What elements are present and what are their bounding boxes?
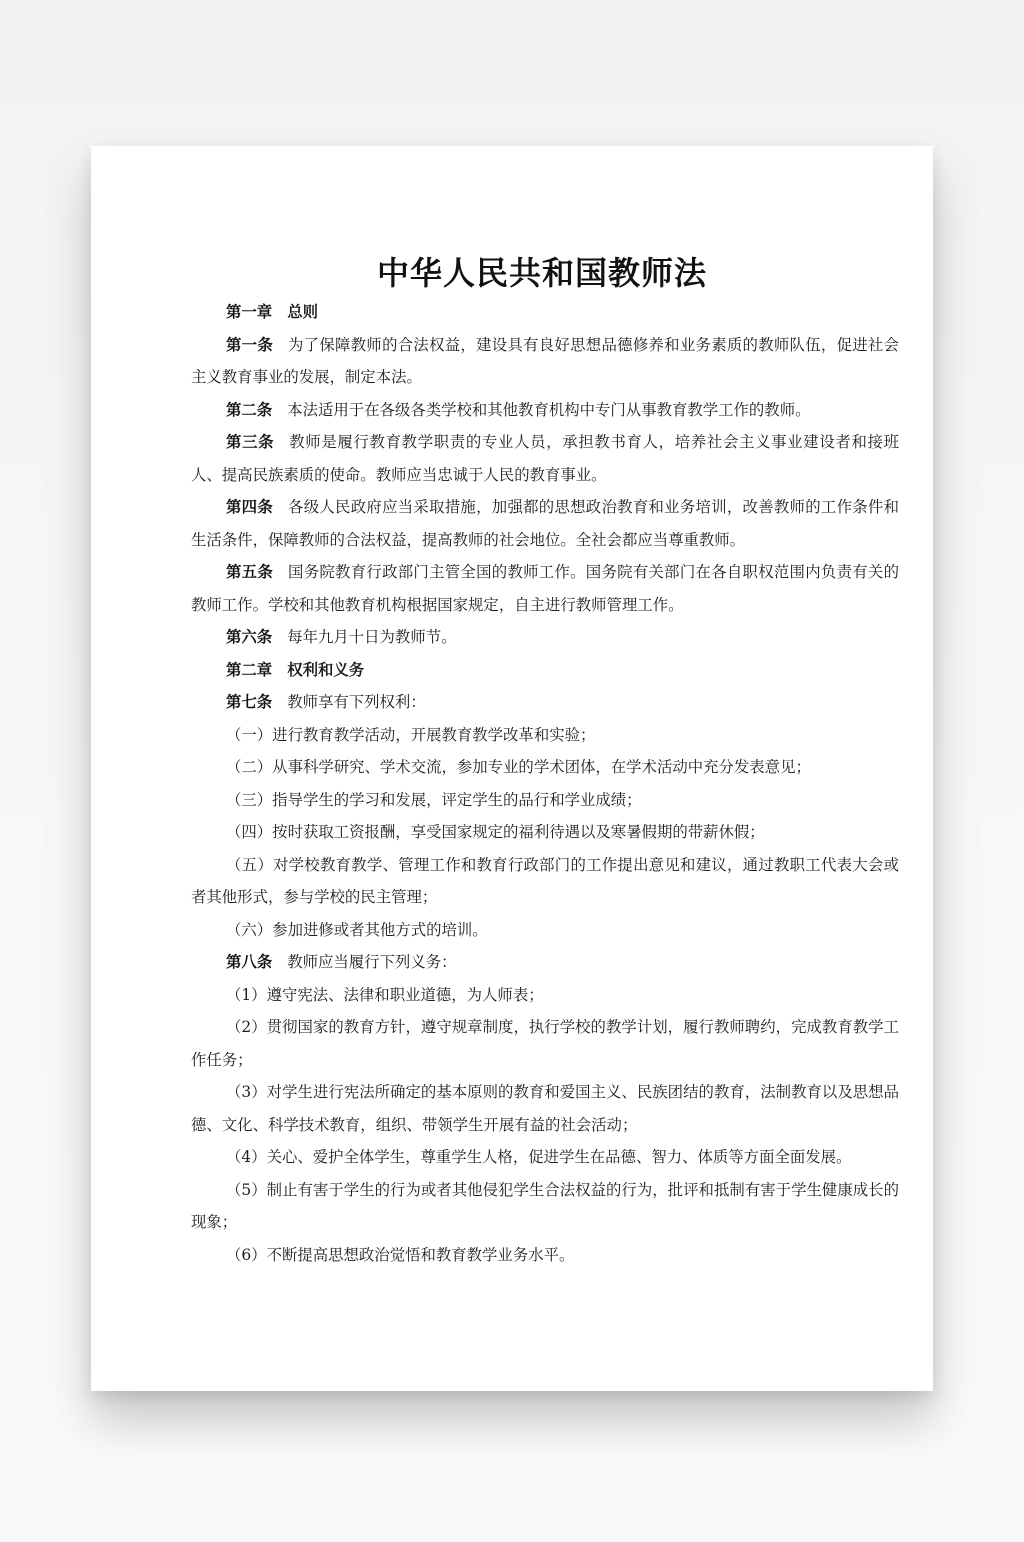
- article-heading: 第五条: [226, 563, 274, 581]
- list-item: [191, 914, 899, 947]
- document-page: [91, 146, 933, 1391]
- article-heading: 第一条: [226, 335, 274, 354]
- article-heading: 第四条: [226, 498, 274, 516]
- list-item: [191, 1011, 899, 1076]
- article-text: （1）遵守宪法、法律和职业道德，为人师表；: [226, 985, 544, 1004]
- article-text: （六）参加进修或者其他方式的培训。: [226, 920, 488, 939]
- article-paragraph: [191, 426, 899, 491]
- article-text: （二）从事科学研究、学术交流，参加专业的学术团体，在学术活动中充分发表意见；: [226, 758, 811, 776]
- article-text: （3）对学生进行宪法所确定的基本原则的教育和爱国主义、民族团结的教育，法制教育以及思想品德、文化、科学技术教育，组织、带领学生开展有益的社会活动；: [191, 1083, 899, 1134]
- list-item: [191, 751, 899, 784]
- article-text: 权利和义务: [287, 660, 365, 679]
- list-item: [191, 784, 899, 817]
- list-item: [191, 719, 899, 752]
- list-item: [191, 849, 899, 914]
- article-text: （五）对学校教育教学、管理工作和教育行政部门的工作提出意见和建议，通过教职工代表大会或者其他形式，参与学校的民主管理；: [191, 855, 899, 906]
- article-text: 为了保障教师的合法权益，建设具有良好思想品德修养和业务素质的教师队伍，促进社会主义教育事业的发展，制定本法。: [191, 335, 899, 386]
- article-paragraph: [191, 556, 899, 621]
- article-text: 教师应当履行下列义务：: [287, 953, 457, 971]
- article-text: （一）进行教育教学活动，开展教育教学改革和实验；: [226, 725, 596, 744]
- article-heading: 第三条: [226, 433, 275, 451]
- document-title: 中华人民共和国教师法: [376, 254, 707, 292]
- article-heading: 第二章: [226, 660, 273, 679]
- article-text: （2）贯彻国家的教育方针，遵守规章制度，执行学校的教学计划，履行教师聘约，完成教育教学工作任务；: [191, 1018, 899, 1069]
- article-heading: 第二条: [226, 400, 273, 419]
- article-text: 每年九月十日为教师节。: [287, 628, 457, 646]
- article-text: （4）关心、爱护全体学生，尊重学生人格，促进学生在品德、智力、体质等方面全面发展。: [226, 1148, 852, 1166]
- article-text: 本法适用于在各级各类学校和其他教育机构中专门从事教育教学工作的教师。: [287, 400, 811, 419]
- list-item: [191, 816, 899, 849]
- list-item: [191, 1174, 899, 1239]
- list-item: [191, 1141, 899, 1174]
- article-paragraph: [191, 654, 899, 687]
- article-text: 教师是履行教育教学职责的专业人员，承担教书育人，培养社会主义事业建设者和接班人、提高民族素质的使命。教师应当忠诚于人民的教育事业。: [191, 433, 899, 484]
- list-item: [191, 1076, 899, 1141]
- article-paragraph: [191, 621, 899, 654]
- document-body: [191, 296, 899, 1271]
- article-paragraph: [191, 491, 899, 556]
- article-paragraph: [191, 394, 899, 427]
- list-item: [191, 979, 899, 1012]
- article-text: （三）指导学生的学习和发展，评定学生的品行和学业成绩；: [226, 790, 642, 809]
- article-text: 总则: [287, 303, 318, 321]
- article-paragraph: [191, 329, 899, 394]
- article-heading: 第七条: [226, 693, 273, 711]
- article-text: 各级人民政府应当采取措施，加强都的思想政治教育和业务培训，改善教师的工作条件和生活条件，保障教师的合法权益，提高教师的社会地位。全社会都应当尊重教师。: [191, 498, 899, 549]
- article-heading: 第一章: [226, 303, 273, 321]
- article-heading: 第八条: [226, 953, 273, 971]
- article-text: 国务院教育行政部门主管全国的教师工作。国务院有关部门在各自职权范围内负责有关的教师工作。学校和其他教育机构根据国家规定，自主进行教师管理工作。: [191, 563, 899, 614]
- article-paragraph: [191, 686, 899, 719]
- list-item: [191, 1239, 899, 1272]
- article-text: （6）不断提高思想政治觉悟和教育教学业务水平。: [226, 1245, 575, 1264]
- article-text: （四）按时获取工资报酬，享受国家规定的福利待遇以及寒暑假期的带薪休假；: [226, 823, 765, 841]
- article-text: （5）制止有害于学生的行为或者其他侵犯学生合法权益的行为，批评和抵制有害于学生健康成长的现象；: [191, 1180, 899, 1231]
- article-text: 教师享有下列权利：: [287, 693, 426, 711]
- article-paragraph: [191, 946, 899, 979]
- article-heading: 第六条: [226, 628, 273, 646]
- article-paragraph: [191, 296, 899, 329]
